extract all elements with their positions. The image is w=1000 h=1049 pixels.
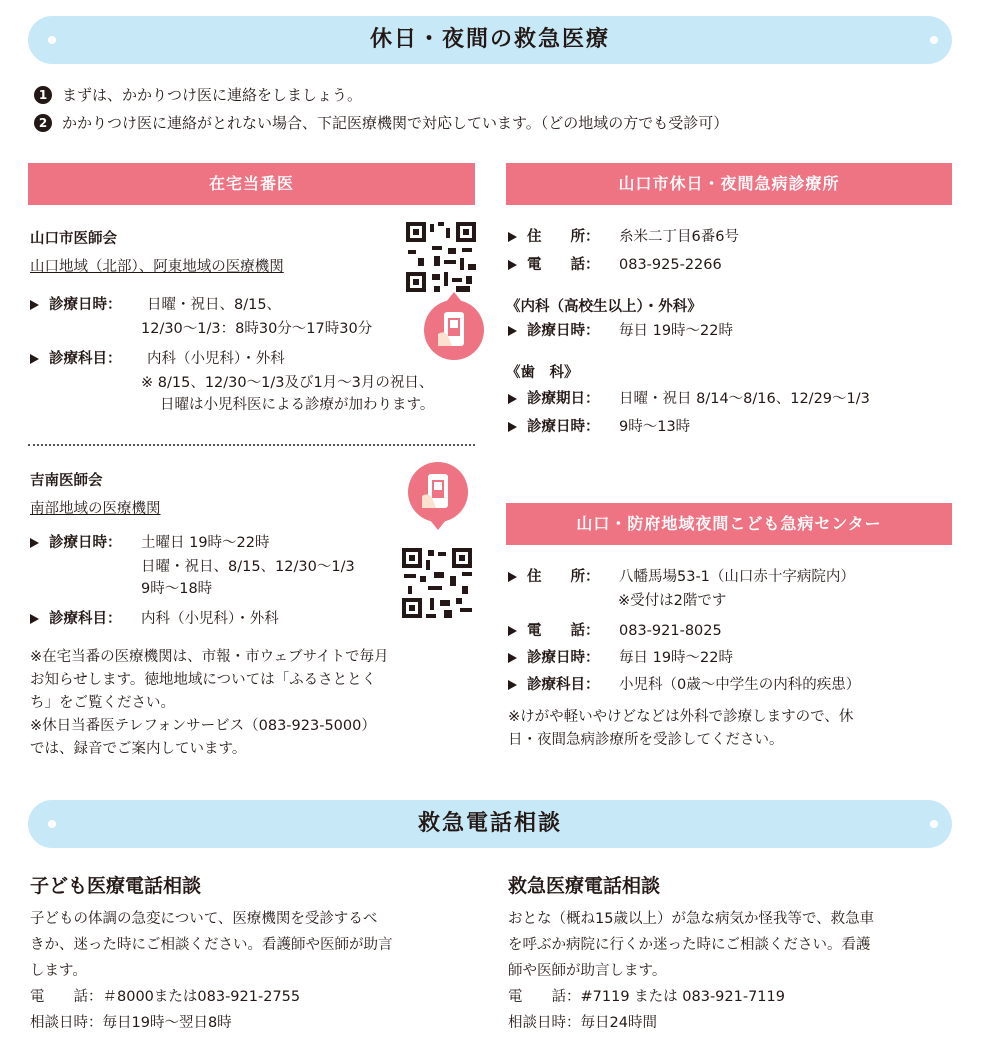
phone-label: 電 話： [527,257,600,273]
child-consult-hours: 相談日時：毎日19時〜翌日8時 [30,1015,232,1031]
banner-title: 休日・夜間の救急医療 [369,27,610,52]
smartphone-qr-icon [408,462,468,522]
header-holiday-night-clinic: 山口市休日・夜間急病診療所 [506,163,952,205]
bullet-triangle-icon [508,626,517,636]
hours-label: 診療日時： [527,323,600,339]
bullet-triangle-icon [508,653,517,663]
yamaguchi-note-line2: 日曜は小児科医による診療が加わります。 [160,397,435,413]
kichinan-days-line3: 9時〜18時 [141,581,213,597]
address-value: 八幡馬場53-1（山口赤十字病院内） [619,569,855,585]
body-line: きか、迷った時にご相談ください。看護師や医師が助言 [30,937,393,953]
bullet-triangle-icon [30,538,39,548]
bullet-triangle-icon [508,232,517,242]
intro-text-1: まずは、かかりつけ医に連絡をしましょう。 [62,86,363,104]
kids-department [508,674,860,696]
address-label: 住 所： [527,229,600,245]
address-label: 住 所： [527,569,600,585]
dental-title: 《歯 科》 [506,365,579,381]
kids-phone [508,620,722,642]
emergency-consult-title: 救急医療電話相談 [508,875,661,897]
note-line: ※休日当番医テレフォンサービス（083-923-5000） [30,718,376,734]
dept-label: 診療科目： [49,351,122,367]
kichinan-days-line2: 日曜・祝日、8/15、12/30〜1/3 [141,559,355,575]
internal-medicine-hours [508,320,733,342]
number-badge-2: 2 [34,114,52,132]
dotted-divider [28,444,475,446]
hours-label: 診療日時： [527,419,600,435]
days-label: 診療日時： [49,297,122,313]
bullet-triangle-icon [508,394,517,404]
period-label: 診療期日： [527,391,600,407]
intro-item-1 [34,84,362,106]
number-badge-1: 1 [34,86,52,104]
kids-note-line2: 日・夜間急病診療所を受診してください。 [508,732,784,748]
address-value: 糸米二丁目6番6号 [619,229,739,245]
dept-label: 診療科目： [527,677,600,693]
header-home-duty-doctor: 在宅当番医 [28,163,475,205]
kids-hours [508,647,733,669]
bullet-triangle-icon [508,680,517,690]
emergency-consult-phone: 電 話：#7119 または 083-921-7119 [508,989,785,1005]
dept-label: 診療科目： [49,611,122,627]
bullet-triangle-icon [508,572,517,582]
kichinan-dept [30,608,279,630]
bullet-triangle-icon [30,300,39,310]
phone-value: 083-925-2266 [619,257,722,273]
bullet-triangle-icon [30,614,39,624]
child-consult-title: 子ども医療電話相談 [30,875,202,897]
bullet-triangle-icon [508,422,517,432]
internal-medicine-title: 《内科（高校生以上）・外科》 [506,299,702,315]
phone-label: 電 話： [527,623,600,639]
hours-value: 9時〜13時 [619,419,691,435]
period-value: 日曜・祝日 8/14〜8/16、12/29〜1/3 [619,391,870,407]
kids-note-line1: ※けがや軽いやけどなどは外科で診療しますので、休 [508,709,854,725]
header-kids-emergency-center: 山口・防府地域夜間こども急病センター [506,503,952,545]
note-line: ち」をご覧ください。 [30,695,175,711]
days-line1: 日曜・祝日、8/15、 [147,297,282,313]
bullet-triangle-icon [30,354,39,364]
banner-dot-right [930,36,938,44]
body-line: 子どもの体調の急変について、医療機関を受診するべ [30,911,378,927]
banner-emergency-care [28,16,952,64]
kids-address-note: ※受付は2階です [618,593,727,609]
banner-title: 救急電話相談 [417,811,562,836]
clinic-phone [508,254,722,276]
hours-value: 毎日 19時〜22時 [619,650,734,666]
yamaguchi-note-line1: ※ 8/15、12/30〜1/3及び1月〜3月の祝日、 [141,375,434,391]
days-line1: 土曜日 19時〜22時 [141,535,270,551]
note-line: ※在宅当番の医療機関は、市報・市ウェブサイトで毎月 [30,649,389,665]
smartphone-qr-icon [424,300,484,360]
child-consult-phone: 電 話：＃8000または083-921-2755 [30,989,301,1005]
banner-phone-consultation [28,800,952,848]
qr-code-icon[interactable] [400,546,474,620]
body-line: おとな（概ね15歳以上）が急な病気か怪我等で、救急車 [508,911,875,927]
kichinan-org: 吉南医師会 [30,473,103,489]
child-consult-body [30,906,480,1036]
note-line: お知らせします。徳地地域については「ふるさととく [30,672,377,688]
yamaguchi-dept [30,348,285,370]
body-line: 師や医師が助言します。 [508,963,667,979]
left-notes [30,646,389,761]
yamaguchi-area: 山口地域（北部）、阿東地域の医療機関 [30,259,284,275]
hours-label: 診療日時： [527,650,600,666]
kichinan-days [30,532,270,554]
intro-item-2 [34,112,728,134]
clinic-address [508,226,739,248]
dept-value: 内科（小児科）・外科 [141,611,279,627]
hours-value: 毎日 19時〜22時 [619,323,734,339]
yamaguchi-org: 山口市医師会 [30,231,117,247]
banner-dot-left [48,820,56,828]
bullet-triangle-icon [508,260,517,270]
qr-code-icon[interactable] [404,220,478,294]
bullet-triangle-icon [508,326,517,336]
phone-value: 083-921-8025 [619,623,722,639]
days-label: 診療日時： [49,535,122,551]
dept-value: 内科（小児科）・外科 [147,351,285,367]
kids-address [508,566,855,588]
days-line2: 12/30〜1/3：8時30分〜17時30分 [141,321,373,337]
dept-value: 小児科（0歳〜中学生の内科的疾患） [619,677,861,693]
dental-hours [508,416,690,438]
intro-text-2: かかりつけ医に連絡がとれない場合、下記医療機関で対応しています。（どの地域の方でも受診可） [62,114,729,132]
body-line: します。 [30,963,87,979]
banner-dot-right [930,820,938,828]
kichinan-area: 南部地域の医療機関 [30,501,161,517]
note-line: では、録音でご案内しています。 [30,741,247,757]
emergency-consult-body [508,906,968,1036]
emergency-consult-hours: 相談日時：毎日24時間 [508,1015,657,1031]
body-line: を呼ぶか病院に行くか迷った時にご相談ください。看護 [508,937,871,953]
banner-dot-left [48,36,56,44]
dental-period [508,388,870,410]
yamaguchi-days [30,294,281,316]
